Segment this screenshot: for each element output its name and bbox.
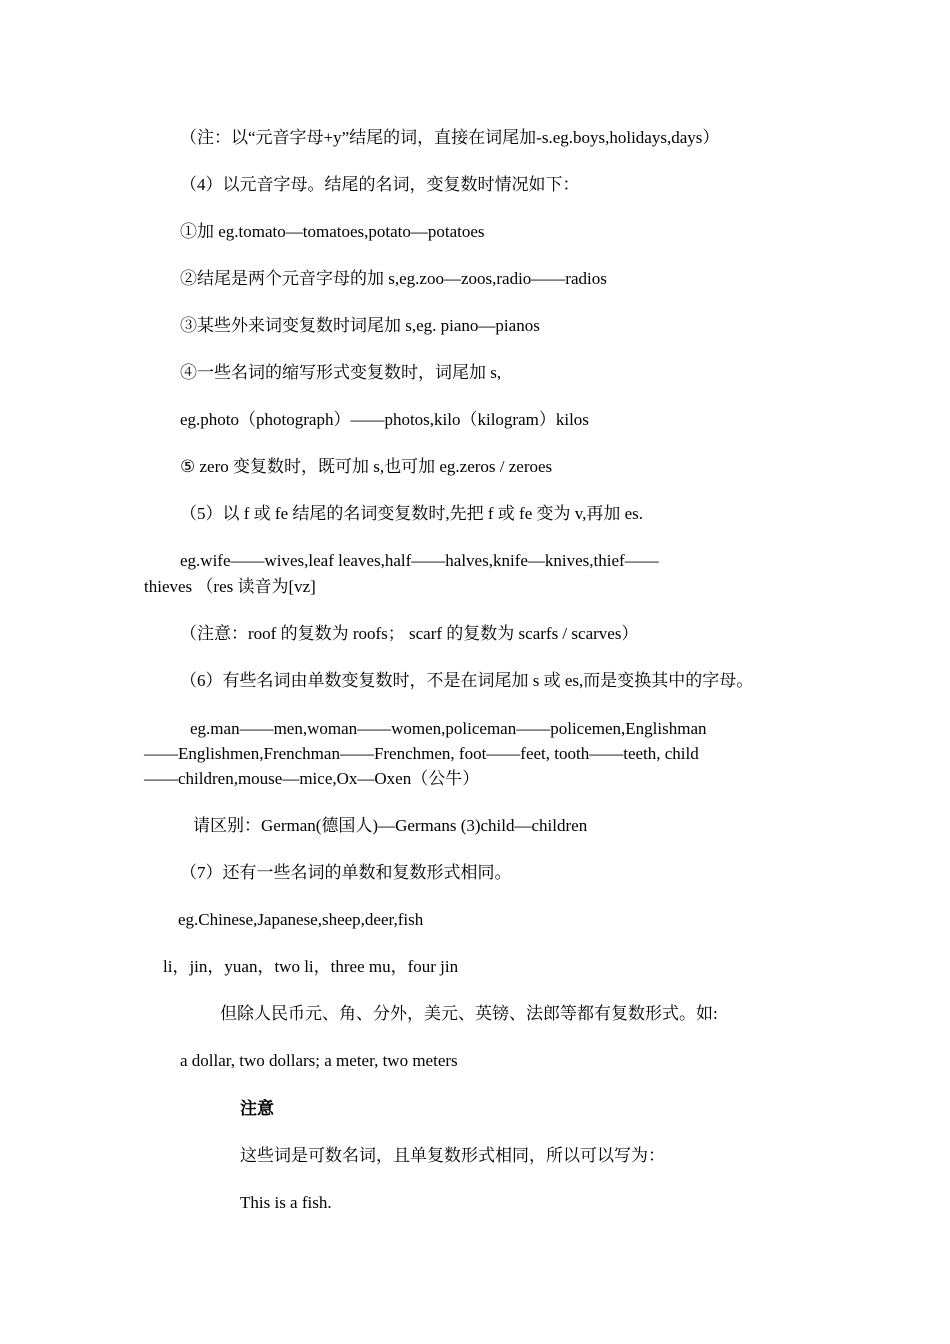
rule-7-units: li，jin，yuan，two li，three mu，four jin: [163, 957, 459, 976]
rule-5-note: （注意：roof 的复数为 roofs； scarf 的复数为 scarfs / scarves）: [180, 624, 639, 643]
rule-4-item-2: ②结尾是两个元音字母的加 s,eg.zoo—zoos,radio——radios: [180, 269, 607, 288]
rule-6-example-line-3: ——children,mouse—mice,Ox—Oxen（公牛）: [144, 769, 480, 788]
rule-6-heading: （6）有些名词由单数变复数时，不是在词尾加 s 或 es,而是变换其中的字母。: [180, 671, 754, 690]
currency-example: a dollar, two dollars; a meter, two meters: [180, 1051, 458, 1070]
rule-7-examples: eg.Chinese,Japanese,sheep,deer,fish: [178, 910, 424, 929]
rule-4-item-3: ③某些外来词变复数时词尾加 s,eg. piano—pianos: [180, 316, 540, 335]
distinguish-note: 请区别：German(德国人)—Germans (3)child—children: [193, 816, 588, 835]
rule-5-example-line-1: eg.wife——wives,leaf leaves,half——halves,knife—knives,thief——: [180, 551, 659, 570]
currency-note: 但除人民币元、角、分外，美元、英镑、法郎等都有复数形式。如:: [220, 1004, 718, 1023]
rule-4-item-5: ⑤ zero 变复数时，既可加 s,也可加 eg.zeros / zeroes: [180, 457, 553, 476]
attention-example: This is a fish.: [240, 1193, 332, 1212]
rule-4-item-4: ④一些名词的缩写形式变复数时，词尾加 s,: [180, 363, 502, 382]
rule-4-item-1: ①加 eg.tomato—tomatoes,potato—potatoes: [180, 222, 485, 241]
attention-heading: 注意: [240, 1099, 274, 1118]
rule-6-example-line-2: ——Englishmen,Frenchman——Frenchmen, foot——feet, tooth——teeth, child: [144, 744, 699, 763]
rule-4-heading: （4）以元音字母。结尾的名词，变复数时情况如下：: [180, 175, 580, 194]
rule-5-heading: （5）以 f 或 fe 结尾的名词变复数时,先把 f 或 fe 变为 v,再加 es.: [180, 504, 644, 523]
note-vowel-y: （注：以“元音字母+y”结尾的词，直接在词尾加-s.eg.boys,holidays,days）: [180, 128, 720, 147]
rule-7-heading: （7）还有一些名词的单数和复数形式相同。: [180, 863, 512, 882]
attention-text: 这些词是可数名词，且单复数形式相同，所以可以写为：: [240, 1146, 665, 1165]
rule-5-example-line-2: thieves （res 读音为[vz]: [144, 577, 316, 596]
rule-4-item-4-example: eg.photo（photograph）——photos,kilo（kilogram）kilos: [180, 410, 589, 429]
rule-6-example-line-1: eg.man——men,woman——women,policeman——policemen,Englishman: [190, 719, 707, 738]
